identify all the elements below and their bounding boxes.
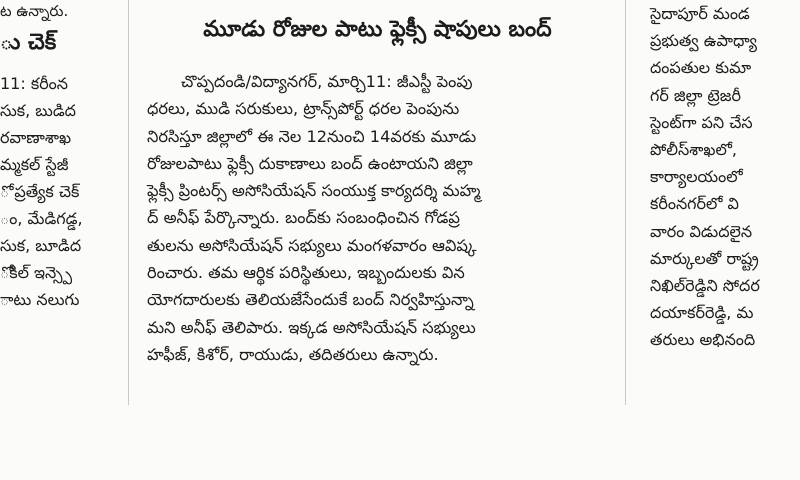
right-column-article [630,0,800,420]
body-line: ఫ్లెక్సీ ప్రింటర్స్ అసోసియేషన్ సంయుక్త కార్యదర్శి మహ్మ [147,181,481,201]
left-column-body [0,70,124,313]
body-line: వారం విడుదలైన [650,221,753,241]
body-line: ోకిల్ ఇన్స్పె [0,263,73,282]
body-line: హఫీజ్, కిశోర్, రాయుడు, తదితరులు ఉన్నారు. [147,344,439,364]
body-line: గర్ జిల్లా ట్రెజరీ [650,85,741,105]
body-line: నిఖిల్‌రెడ్డిని సోదర [650,276,760,296]
body-line: ం, మేడిగడ్డ, [0,209,83,228]
body-line: చొప్పదండి/విద్యానగర్, మార్చి11: జీఎస్టీ పెంపు [181,72,473,91]
body-line: తులను అసోసియేషన్ సభ్యులు మంగళవారం ఆవిష్క [147,235,477,255]
body-line: ప్రభుత్వ ఉపాధ్యా [650,31,757,51]
left-column-top-line: ట ఉన్నారు. [0,2,69,20]
body-line: దయాకర్‌రెడ్డి, మ [650,303,754,323]
body-line: సుక, బూడిద [0,236,82,255]
body-line: మార్కులతో రాష్ట్ర [650,248,759,268]
article-body [135,68,620,368]
body-line: రోజులపాటు ఫ్లెక్సీ దుకాణాలు బంద్ ఉంటాయని జిల్లా [147,153,473,173]
body-line: ద్ అనీఫ్ పేర్కొన్నారు. బంద్‌కు సంబంధించిన గోడప్ర [147,208,460,228]
left-column-headline: ు చెక్ [0,30,57,55]
body-line: రవాణాశాఖ [0,128,72,147]
body-line: ాటు నలుగు [0,290,80,309]
body-line: సుక, బుడిద [0,101,76,120]
body-line: కార్యాలయంలో [650,167,743,187]
body-line: రించారు. తమ ఆర్థిక పరిస్థితులు, ఇబ్బందులకు విన [147,263,465,283]
column-divider-left [128,0,129,405]
main-article [135,0,620,420]
article-headline: మూడు రోజుల పాటు ఫ్లెక్సీ షాపులు బంద్ [203,17,552,42]
body-line: యోగదారులకు తెలియజేసేందుకే బంద్ నిర్వహిస్తున్నా [147,290,474,310]
body-line: మ్మకల్ స్టేజీ [0,155,69,174]
body-line: 11: కరీంన [0,74,69,93]
column-divider-right [625,0,626,405]
body-line: మని అనీఫ్ తెలిపారు. ఇక్కడ అసోసియేషన్ సభ్యులు [147,317,476,337]
body-line: నిరసిస్తూ జిల్లాలో ఈ నెల 12నుంచి 14వరకు మూడు [147,126,477,146]
body-line: సైదాపూర్ మండ [650,4,750,23]
body-line: ో ప్రత్యేక చెక్ [0,182,80,201]
body-line: కరీంనగర్‌లో వి [650,194,739,214]
body-line: పోలీస్‌శాఖలో, [650,140,737,160]
left-column-article [0,0,124,420]
body-line: ధరలు, ముడి సరుకులు, ట్రాన్స్‌పోర్ట్ ధరల పెంపును [147,99,460,119]
body-line: దంపతుల కుమా [650,58,752,78]
body-line: తరులు అభినంది [650,330,756,350]
body-line: స్టెంట్‌గా పని చేస [650,112,753,132]
